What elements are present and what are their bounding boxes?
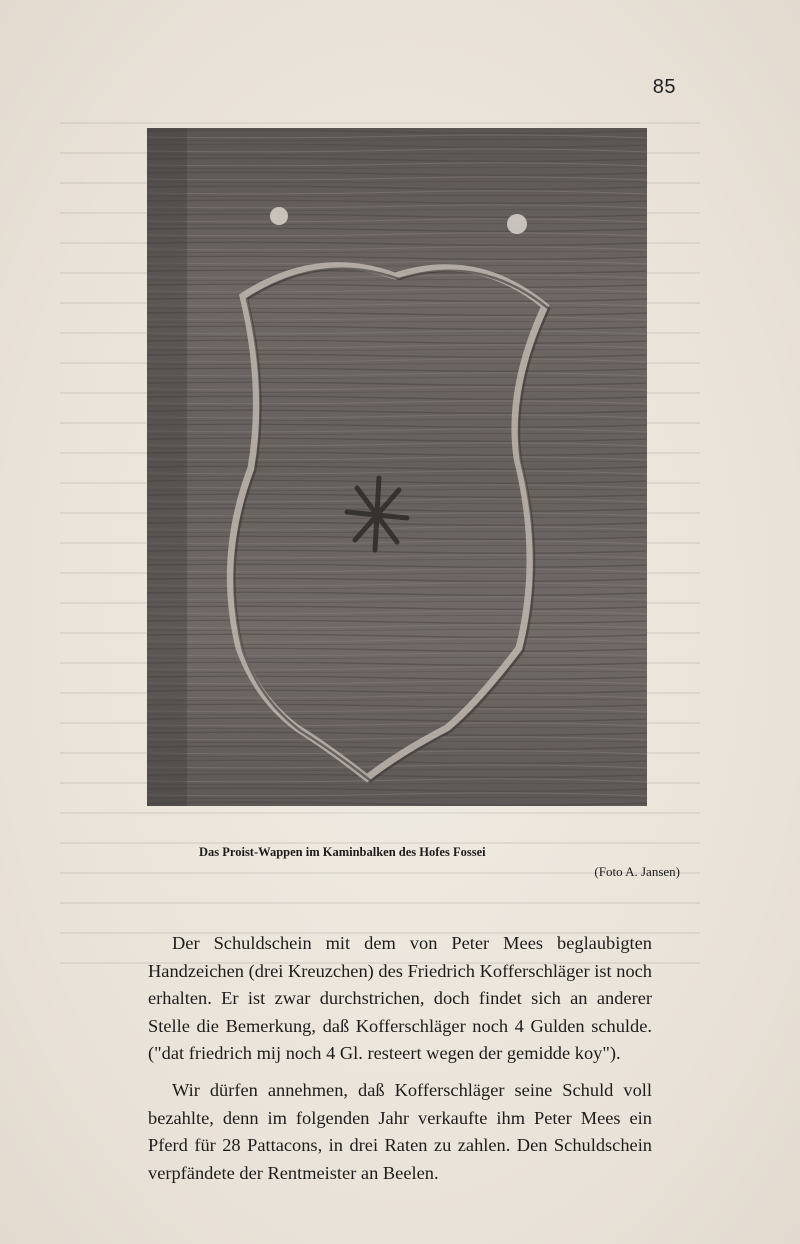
page-number: 85 [652, 76, 676, 98]
paragraph: Der Schuldschein mit dem von Peter Mees beglaubigten Handzeichen (drei Kreuzchen) des Friedrich Kofferschläger ist noch erhalten. Er ist zwar durchstrichen, doch findet sich an anderer Stelle die Bemerkung, daß Kofferschläger noch 4 Gulden schulde. ("dat friedrich mij noch 4 Gl. resteert wegen der gemidde koy"). [148, 933, 652, 1064]
paragraph: Wir dürfen annehmen, daß Kofferschläger seine Schuld voll bezahlte, denn im folgenden Jahr verkaufte ihm Peter Mees ein Pferd für 28 Pattacons, in drei Raten zu zahlen. Den Schuldschein verpfändete der Rentmeister an Beelen. [148, 1079, 652, 1183]
figure-caption: Das Proist-Wappen im Kaminbalken des Hofes Fossei [199, 845, 486, 859]
photo-credit: (Foto A. Jansen) [594, 864, 680, 879]
coat-of-arms-photo [147, 128, 647, 806]
body-text [148, 930, 652, 1196]
